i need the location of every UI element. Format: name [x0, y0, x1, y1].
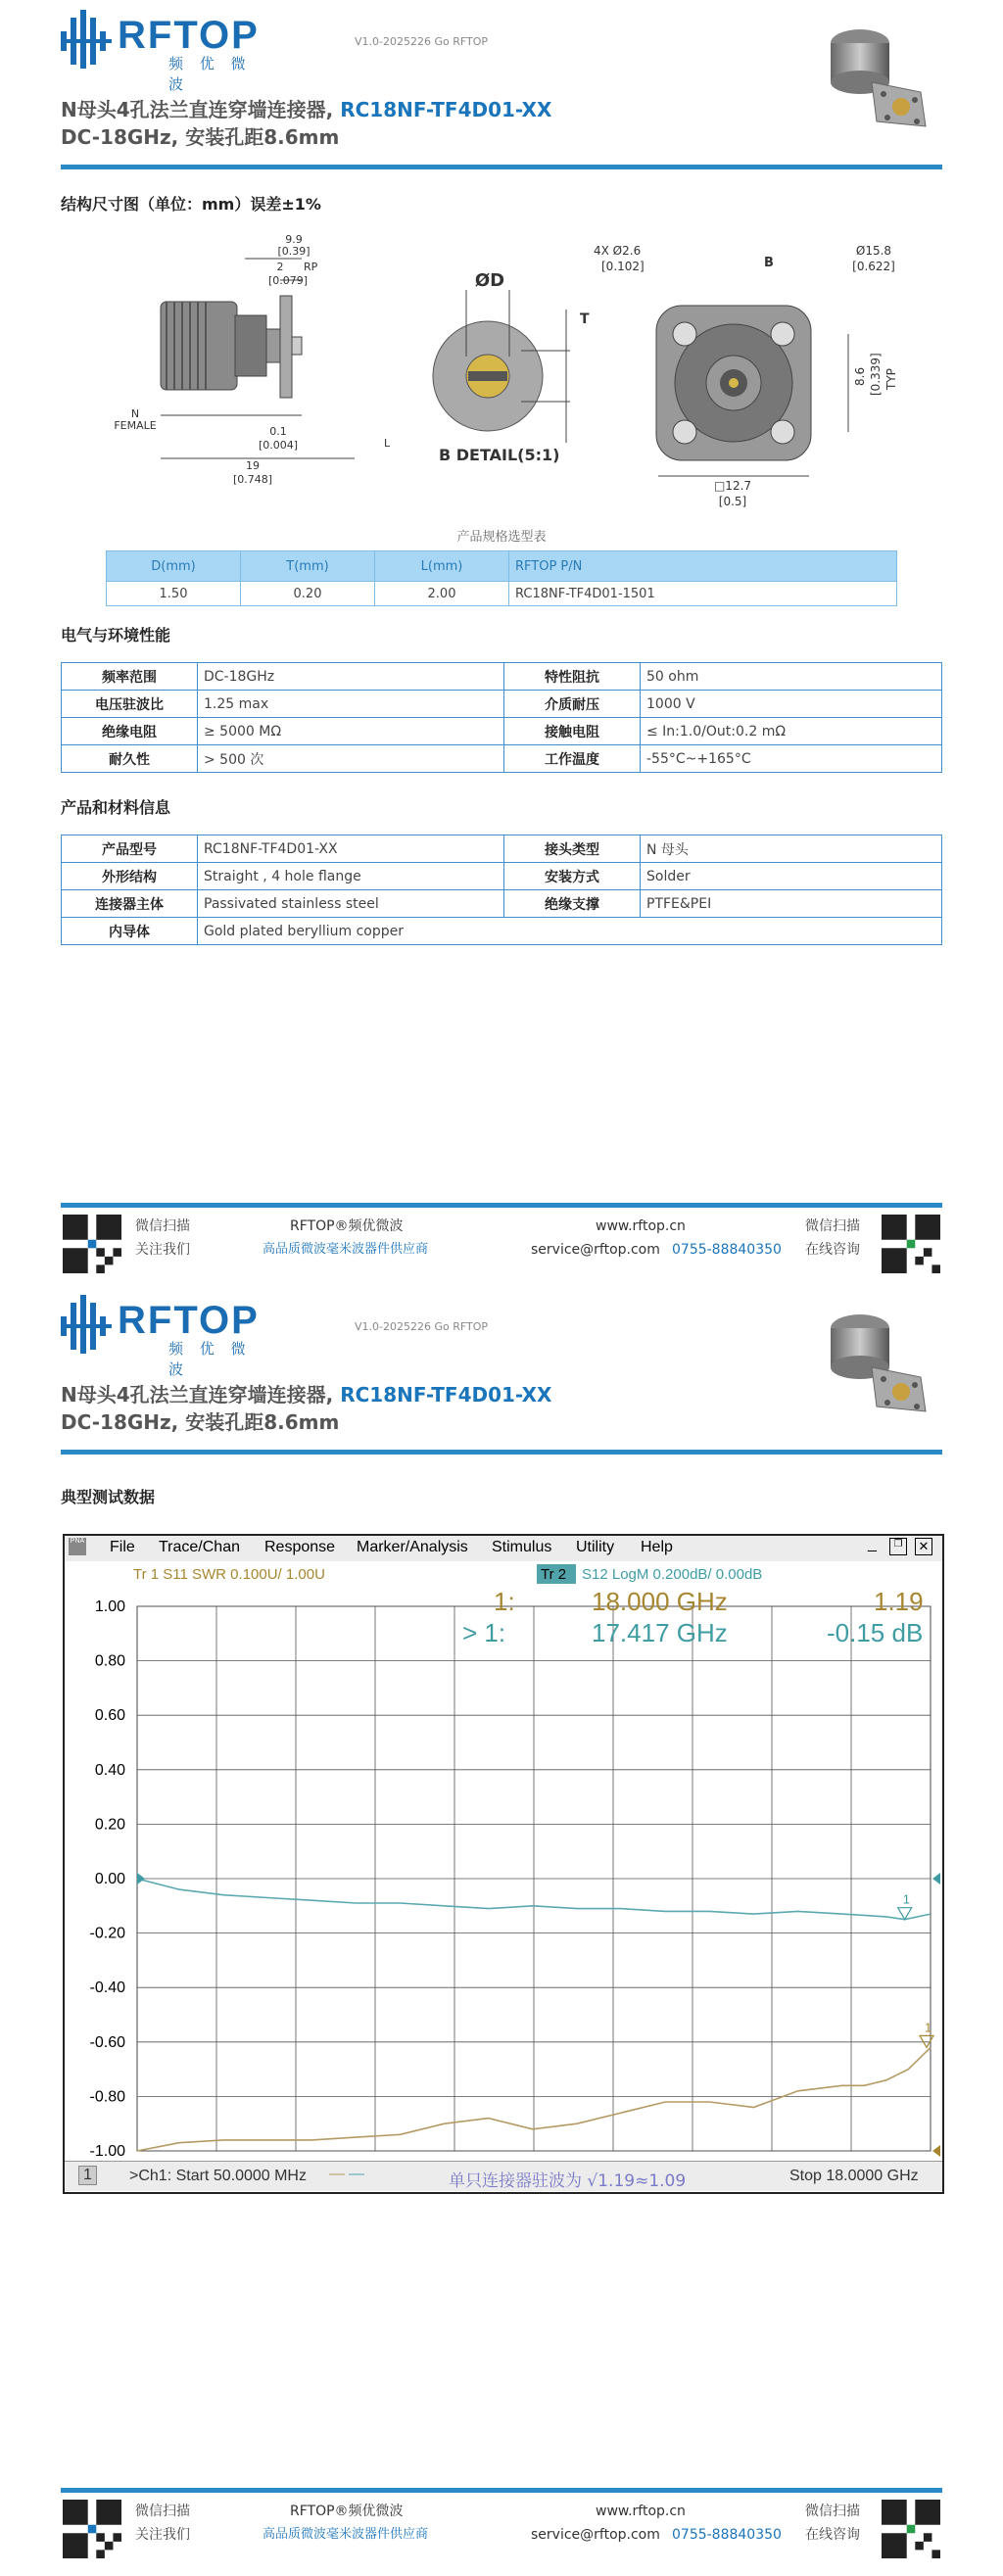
- dim-pitch-inch-label: [0.339]: [869, 353, 883, 396]
- footer-wechat: 微信扫描: [135, 2504, 190, 2519]
- dim-19-inch-label: [0.748]: [232, 473, 273, 486]
- footer-phone: 0755-88840350: [672, 2527, 782, 2543]
- page-footer: [61, 1203, 942, 1291]
- marker1-value: 1.19: [874, 1587, 924, 1616]
- marker2-frequency: 17.417 GHz: [592, 1618, 728, 1647]
- title-prefix: N母头4孔法兰直连穿墙连接器,: [61, 1383, 341, 1407]
- y-tick-label: 1.00: [94, 1598, 125, 1615]
- dim-0-1-label: 0.1: [269, 425, 287, 438]
- key: 频率范围: [62, 663, 198, 691]
- table-row: [62, 863, 942, 890]
- dim-holes-label: 4X Ø2.6: [594, 244, 642, 258]
- side-view: [114, 233, 391, 486]
- marker2-number: 1: [902, 1891, 910, 1907]
- value: ≥ 5000 MΩ: [198, 718, 504, 745]
- key: 工作温度: [504, 745, 641, 773]
- table-row: [62, 745, 942, 773]
- table-row: [62, 890, 942, 918]
- logo-wordmark: RFTOP: [118, 1299, 260, 1342]
- title-part-number: RC18NF-TF4D01-XX: [340, 98, 552, 121]
- value: -55°C~+165°C: [641, 745, 942, 773]
- footer-website[interactable]: www.rftop.cn: [596, 2504, 686, 2519]
- network-analyzer-screenshot: [63, 1534, 944, 2194]
- dimension-drawing: [61, 231, 942, 525]
- menu-response[interactable]: Response: [264, 1539, 336, 1555]
- footer-phone: 0755-88840350: [672, 1242, 782, 1258]
- dim-2-label: 2: [276, 261, 284, 273]
- dim-9-9-inch-label: [0.39]: [277, 245, 310, 258]
- footer-consult: 在线咨询: [805, 2527, 860, 2543]
- logo-subtitle: 频 优 微 波: [168, 1340, 252, 1378]
- y-tick-label: 0.80: [94, 1652, 125, 1670]
- dim-dia-label: Ø15.8: [855, 244, 892, 258]
- title-prefix: N母头4孔法兰直连穿墙连接器,: [61, 98, 341, 121]
- table-row: [62, 918, 942, 945]
- value: N 母头: [641, 835, 942, 863]
- title-part-number: RC18NF-TF4D01-XX: [340, 1383, 552, 1407]
- header-l: L(mm): [375, 551, 509, 582]
- value: Solder: [641, 863, 942, 890]
- marker1-frequency: 18.000 GHz: [592, 1587, 728, 1616]
- front-view: [594, 244, 898, 508]
- footer-follow: 关注我们: [135, 1242, 190, 1258]
- dim-holes-inch-label: [0.102]: [601, 260, 645, 273]
- test-section-title: 典型测试数据: [61, 1488, 156, 1506]
- dim-phi-d-label: ØD: [474, 270, 505, 291]
- footer-brand: RFTOP®频优微波: [290, 1218, 404, 1234]
- key: 安装方式: [504, 863, 641, 890]
- key: 特性阻抗: [504, 663, 641, 691]
- value: Straight , 4 hole flange: [198, 863, 504, 890]
- rftop-logo: [61, 10, 266, 93]
- value: Gold plated beryllium copper: [198, 918, 942, 945]
- key: 内导体: [62, 918, 198, 945]
- value: Passivated stainless steel: [198, 890, 504, 918]
- footer-email[interactable]: service@rftop.com: [531, 2527, 660, 2543]
- selection-table-caption: 产品规格选型表: [456, 530, 547, 545]
- footer-brand: RFTOP®频优微波: [290, 2504, 404, 2519]
- dim-l-label: L: [384, 437, 391, 450]
- menu-trace-chan[interactable]: Trace/Chan: [159, 1539, 240, 1555]
- footer-wechat-2: 微信扫描: [805, 2504, 860, 2519]
- table-row: [62, 835, 942, 863]
- y-tick-label: -0.80: [89, 2088, 125, 2106]
- marker1-label: 1:: [494, 1587, 515, 1616]
- version-label: V1.0-2025226 Go RFTOP: [355, 1320, 489, 1333]
- value: RC18NF-TF4D01-XX: [198, 835, 504, 863]
- connector-photo: [813, 14, 940, 141]
- table-row: [62, 718, 942, 745]
- cell-d: 1.50: [107, 582, 241, 606]
- analyzer-menu-bar: [65, 1536, 942, 1562]
- table-row: [107, 582, 897, 606]
- trace2-legend-icon: —: [349, 2166, 364, 2182]
- close-icon[interactable]: ✕: [915, 1538, 932, 1555]
- y-tick-label: 0.40: [94, 1761, 125, 1779]
- key: 外形结构: [62, 863, 198, 890]
- key: 绝缘支撑: [504, 890, 641, 918]
- header-d: D(mm): [107, 551, 241, 582]
- header-t: T(mm): [241, 551, 375, 582]
- key: 连接器主体: [62, 890, 198, 918]
- selection-header-row: [107, 551, 897, 582]
- dim-9-9-label: 9.9: [285, 233, 303, 246]
- qr-code-icon: [882, 1215, 940, 1273]
- y-tick-label: 0.60: [94, 1707, 125, 1725]
- footer-email[interactable]: service@rftop.com: [531, 1242, 660, 1258]
- key: 接头类型: [504, 835, 641, 863]
- cell-l: 2.00: [375, 582, 509, 606]
- dim-rp-label: RP: [304, 261, 318, 273]
- analyzer-plot: [65, 1561, 942, 2161]
- qr-code-icon: [882, 2500, 940, 2558]
- dims-section-title: 结构尺寸图（单位：mm）误差±1%: [61, 195, 321, 214]
- channel-number: 1: [78, 2166, 97, 2185]
- logo-subtitle: 频 优 微 波: [168, 55, 252, 93]
- analyzer-status-bar: [65, 2161, 942, 2191]
- logo-wordmark: RFTOP: [118, 14, 260, 57]
- table-row: [62, 663, 942, 691]
- value: PTFE&PEI: [641, 890, 942, 918]
- y-tick-label: -0.60: [89, 2033, 125, 2051]
- materials-table: [61, 835, 942, 945]
- logo-bars-icon: [61, 1295, 116, 1354]
- menu-marker-analysis[interactable]: Marker/Analysis: [357, 1539, 468, 1555]
- cell-pn: RC18NF-TF4D01-1501: [509, 582, 897, 606]
- footer-rule: [61, 1203, 942, 1208]
- value: 1000 V: [641, 691, 942, 718]
- y-tick-label: 0.00: [94, 1871, 125, 1887]
- dim-b-label: B: [764, 256, 774, 270]
- value: 50 ohm: [641, 663, 942, 691]
- key: 电压驻波比: [62, 691, 198, 718]
- product-subtitle: DC-18GHz, 安装孔距8.6mm: [61, 1410, 340, 1434]
- cell-t: 0.20: [241, 582, 375, 606]
- footer-wechat: 微信扫描: [135, 1218, 190, 1234]
- trace2-tag: Tr 2: [541, 1566, 567, 1583]
- footer-wechat-2: 微信扫描: [805, 1218, 860, 1234]
- dim-square-label: □12.7: [713, 479, 752, 493]
- value: 1.25 max: [198, 691, 504, 718]
- trace1-legend-icon: —: [329, 2166, 345, 2182]
- qr-code-icon: [63, 2500, 121, 2558]
- product-subtitle: DC-18GHz, 安装孔距8.6mm: [61, 125, 340, 149]
- dim-2-inch-label: [0.079]: [267, 274, 309, 287]
- electrical-section-title: 电气与环境性能: [61, 626, 171, 644]
- menu-file[interactable]: File: [110, 1539, 135, 1555]
- dim-0-1-inch-label: [0.004]: [258, 439, 299, 452]
- y-tick-label: -0.20: [89, 1925, 125, 1942]
- stop-frequency: Stop 18.0000 GHz: [789, 2168, 919, 2184]
- product-title: [61, 1379, 551, 1407]
- marker1-number: 1: [925, 2020, 932, 2035]
- datasheet-page-1: [0, 0, 1003, 1285]
- footer-slogan: 高品质微波毫米波器件供应商: [263, 1242, 429, 1257]
- product-title: [61, 94, 551, 122]
- y-tick-label: -0.40: [89, 1980, 125, 1997]
- key: 绝缘电阻: [62, 718, 198, 745]
- b-detail-view: [433, 270, 590, 464]
- footer-rule: [61, 2488, 942, 2493]
- dim-pitch-label: 8.6: [853, 366, 867, 386]
- electrical-table: [61, 662, 942, 773]
- header-rule: [61, 1450, 942, 1455]
- menu-stimulus[interactable]: Stimulus: [492, 1539, 552, 1555]
- marker2-value: -0.15 dB: [827, 1618, 924, 1647]
- key: 耐久性: [62, 745, 198, 773]
- key: 接触电阻: [504, 718, 641, 745]
- footer-website[interactable]: www.rftop.cn: [596, 1218, 686, 1234]
- footer-follow: 关注我们: [135, 2527, 190, 2543]
- dim-t-label: T: [580, 311, 590, 327]
- key: 介质耐压: [504, 691, 641, 718]
- value: > 500 次: [198, 745, 504, 773]
- menu-utility[interactable]: Utility: [576, 1539, 615, 1555]
- dim-19-label: 19: [246, 459, 260, 472]
- value: DC-18GHz: [198, 663, 504, 691]
- table-row: [62, 691, 942, 718]
- start-frequency: >Ch1: Start 50.0000 MHz: [129, 2168, 307, 2184]
- header-rule: [61, 165, 942, 169]
- dim-n-label: N: [130, 407, 140, 420]
- version-label: V1.0-2025226 Go RFTOP: [355, 35, 489, 48]
- pna-app-icon: PNA: [69, 1538, 86, 1555]
- dim-square-inch-label: [0.5]: [718, 495, 747, 508]
- restore-icon[interactable]: ❐: [889, 1538, 907, 1555]
- y-tick-label: -1.00: [89, 2143, 125, 2160]
- materials-section-title: 产品和材料信息: [61, 798, 171, 817]
- value: ≤ In:1.0/Out:0.2 mΩ: [641, 718, 942, 745]
- dim-typ-label: TYP: [884, 368, 898, 390]
- qr-code-icon: [63, 1215, 121, 1273]
- trace1-label: Tr 1 S11 SWR 0.100U/ 1.00U: [133, 1566, 325, 1583]
- footer-slogan: 高品质微波毫米波器件供应商: [263, 2527, 429, 2542]
- connector-photo: [813, 1299, 940, 1426]
- minimize-icon[interactable]: _: [868, 1536, 877, 1552]
- selection-table: [106, 550, 897, 606]
- page-footer: [61, 2488, 942, 2576]
- vswr-note: 单只连接器驻波为 √1.19≈1.09: [449, 2171, 687, 2191]
- dim-female-label: FEMALE: [114, 419, 157, 432]
- key: 产品型号: [62, 835, 198, 863]
- dim-dia-inch-label: [0.622]: [852, 260, 895, 273]
- marker2-label: > 1:: [462, 1618, 506, 1647]
- logo-bars-icon: [61, 10, 116, 69]
- trace2-label: S12 LogM 0.200dB/ 0.00dB: [582, 1566, 763, 1583]
- detail-title: B DETAIL(5:1): [439, 446, 560, 464]
- rftop-logo: [61, 1295, 266, 1378]
- y-tick-label: 0.20: [94, 1816, 125, 1834]
- footer-consult: 在线咨询: [805, 1242, 860, 1258]
- menu-help[interactable]: Help: [641, 1539, 673, 1555]
- header-pn: RFTOP P/N: [509, 551, 897, 582]
